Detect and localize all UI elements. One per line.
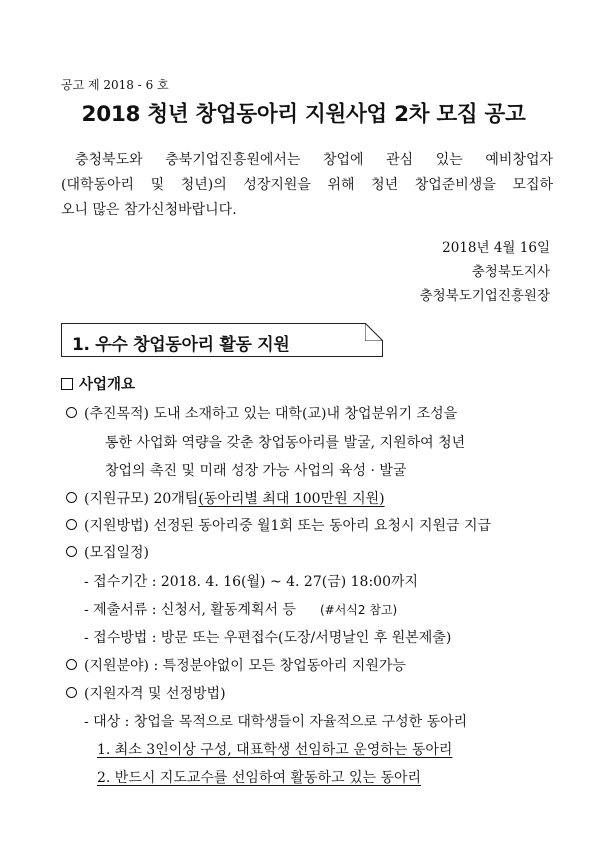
- item-scale: [66, 488, 385, 508]
- square-bullet-icon: [61, 378, 73, 390]
- scale-prefix: (지원규모) 20개팀: [84, 491, 199, 507]
- intro-line-3: 오니 많은 참가신청바랍니다.: [61, 202, 237, 218]
- circle-bullet-icon: [66, 687, 77, 698]
- documents-text: - 제출서류 : 신청서, 활동계획서 등: [84, 602, 296, 618]
- qualification-target: - 대상 : 창업을 목적으로 대학생들이 자율적으로 구성한 동아리: [84, 714, 468, 730]
- circle-bullet-icon: [66, 546, 77, 557]
- intro-line-2: (대학동아리 및 청년)의 성장지원을 위해 청년 창업준비생을 모집하: [61, 177, 553, 193]
- folded-corner-icon: [365, 323, 383, 341]
- circle-bullet-icon: [66, 659, 77, 670]
- criteria-2: 2. 반드시 지도교수를 선임하여 활동하고 있는 동아리: [97, 770, 422, 786]
- notice-number: 공고 제 2018 - 6 호: [61, 78, 169, 92]
- section-title-box: [61, 323, 383, 357]
- section-title: 1. 우수 창업동아리 활동 지원: [72, 335, 290, 355]
- purpose-line-2: 통한 사업화 역량을 갖춘 창업동아리를 발굴, 지원하여 청년: [105, 435, 466, 451]
- announcement-date: 2018년 4월 16일: [442, 240, 550, 256]
- purpose-line-1: (추진목적) 도내 소재하고 있는 대학(교)내 창업분위기 조성을: [84, 406, 458, 422]
- overview-heading: [61, 373, 135, 394]
- schedule-submission: - 접수방법 : 방문 또는 우편접수(도장/서명날인 후 원본제출): [84, 630, 452, 646]
- circle-bullet-icon: [66, 492, 77, 503]
- overview-heading-label: 사업개요: [79, 377, 136, 393]
- schedule-documents: [84, 599, 397, 619]
- qualification-text: (지원자격 및 선정방법): [84, 686, 226, 702]
- circle-bullet-icon: [66, 407, 77, 418]
- schedule-text: (모집일정): [84, 545, 150, 561]
- item-qualification: [66, 683, 226, 703]
- intro-line-1: 충청북도와 충북기업진흥원에서는 창업에 관심 있는 예비창업자: [75, 152, 553, 168]
- item-purpose: [66, 403, 457, 423]
- item-method: [66, 515, 491, 535]
- page-title: 2018 청년 창업동아리 지원사업 2차 모집 공고: [81, 102, 526, 127]
- intro-paragraph: [61, 148, 553, 223]
- scale-underlined: (동아리별 최대 100만원 지원): [198, 491, 385, 507]
- item-schedule: [66, 542, 149, 562]
- method-text: (지원방법) 선정된 동아리중 월1회 또는 동아리 요청시 지원금 지급: [84, 518, 492, 534]
- issuer-governor: 충청북도지사: [471, 264, 550, 280]
- criteria-1: 1. 최소 3인이상 구성, 대표학생 선임하고 운영하는 동아리: [97, 742, 453, 758]
- field-text: (지원분야) : 특정분야없이 모든 창업동아리 지원가능: [84, 658, 406, 674]
- issuer-agency: 충청북도기업진흥원장: [419, 288, 550, 304]
- purpose-line-3: 창업의 촉진 및 미래 성장 가능 사업의 육성 · 발굴: [105, 463, 407, 479]
- schedule-period: - 접수기간 : 2018. 4. 16(월) ~ 4. 27(금) 18:00까지: [84, 574, 419, 590]
- documents-note: (#서식2 참고): [319, 603, 398, 617]
- circle-bullet-icon: [66, 519, 77, 530]
- item-field: [66, 655, 406, 675]
